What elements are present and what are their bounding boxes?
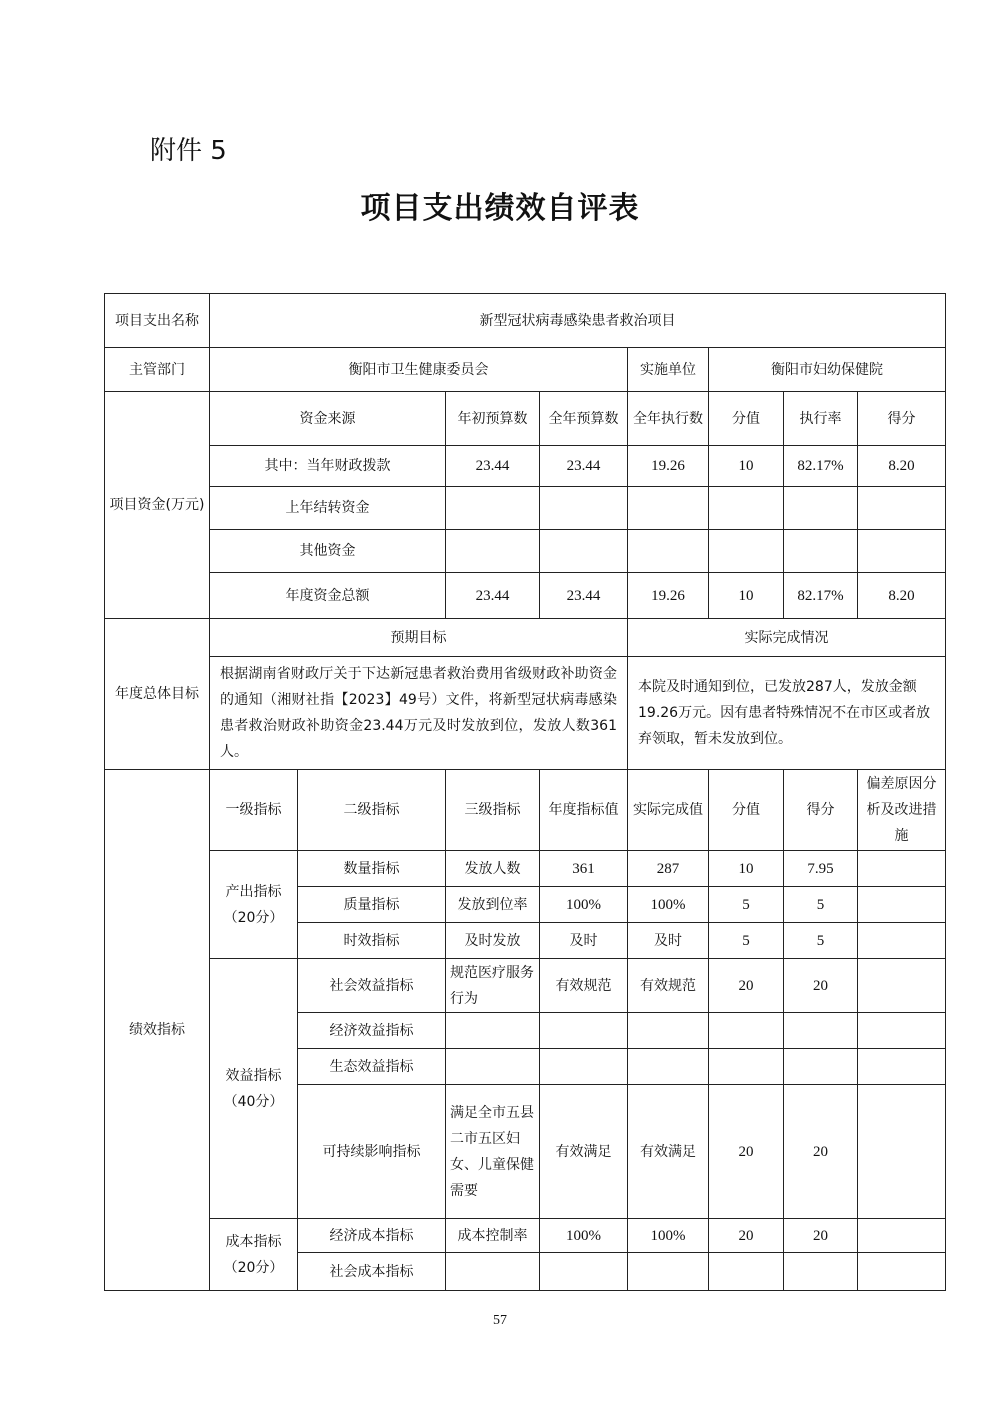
funds-cell [858, 530, 946, 573]
funds-cell: 19.26 [628, 446, 709, 487]
perf-header: 一级指标 [210, 770, 298, 851]
unit-label: 实施单位 [628, 348, 709, 392]
perf-cell: 有效满足 [540, 1085, 628, 1219]
funds-cell: 82.17% [784, 573, 858, 619]
perf-cell: 发放到位率 [446, 887, 540, 923]
perf-cell [784, 1253, 858, 1291]
funds-header: 全年执行数 [628, 392, 709, 446]
funds-row-label: 其他资金 [210, 530, 446, 573]
perf-cell: 经济成本指标 [298, 1219, 446, 1253]
funds-cell: 23.44 [540, 573, 628, 619]
funds-cell [784, 530, 858, 573]
perf-cell: 社会效益指标 [298, 959, 446, 1013]
perf-cell: 20 [709, 1219, 784, 1253]
output-indicator-label: 产出指标（20分） [210, 851, 298, 959]
perf-cell: 及时 [628, 923, 709, 959]
perf-cell: 100% [540, 1219, 628, 1253]
perf-cell: 有效规范 [628, 959, 709, 1013]
perf-cell: 时效指标 [298, 923, 446, 959]
funds-cell [858, 487, 946, 530]
funds-cell [628, 530, 709, 573]
funds-cell: 10 [709, 573, 784, 619]
funds-cell: 23.44 [446, 446, 540, 487]
perf-cell: 可持续影响指标 [298, 1085, 446, 1219]
perf-cell [858, 1049, 946, 1085]
expected-goal-header: 预期目标 [210, 619, 628, 657]
perf-cell: 20 [709, 959, 784, 1013]
funds-cell [540, 530, 628, 573]
perf-cell [784, 1049, 858, 1085]
perf-cell [784, 1013, 858, 1049]
project-name-label: 项目支出名称 [105, 294, 210, 348]
funds-cell: 8.20 [858, 446, 946, 487]
actual-result-header: 实际完成情况 [628, 619, 946, 657]
funds-header: 得分 [858, 392, 946, 446]
perf-cell: 规范医疗服务行为 [446, 959, 540, 1013]
funds-header: 资金来源 [210, 392, 446, 446]
perf-cell: 5 [784, 887, 858, 923]
perf-cell: 经济效益指标 [298, 1013, 446, 1049]
perf-cell: 7.95 [784, 851, 858, 887]
perf-header: 年度指标值 [540, 770, 628, 851]
perf-cell [540, 1049, 628, 1085]
perf-cell [540, 1013, 628, 1049]
perf-cell: 20 [709, 1085, 784, 1219]
perf-cell [709, 1013, 784, 1049]
page-title: 项目支出绩效自评表 [360, 191, 640, 226]
perf-cell [446, 1013, 540, 1049]
perf-cell: 5 [784, 923, 858, 959]
cost-indicator-label: 成本指标（20分） [210, 1219, 298, 1291]
perf-cell: 满足全市五县二市五区妇女、儿童保健需要 [446, 1085, 540, 1219]
perf-cell [858, 1253, 946, 1291]
perf-cell: 及时 [540, 923, 628, 959]
perf-cell [709, 1253, 784, 1291]
perf-cell: 质量指标 [298, 887, 446, 923]
project-name-value: 新型冠状病毒感染患者救治项目 [210, 294, 946, 348]
perf-cell [858, 959, 946, 1013]
funds-cell: 23.44 [540, 446, 628, 487]
funds-cell: 8.20 [858, 573, 946, 619]
funds-cell [446, 487, 540, 530]
funds-cell [709, 530, 784, 573]
funds-cell: 82.17% [784, 446, 858, 487]
funds-row-label: 上年结转资金 [210, 487, 446, 530]
perf-cell [446, 1049, 540, 1085]
expected-goal-text: 根据湖南省财政厅关于下达新冠患者救治费用省级财政补助资金的通知（湘财社指【2023】49号）文件，将新型冠状病毒感染患者救治财政补助资金23.44万元及时发放到位，发放人数361人。 [210, 657, 628, 770]
perf-cell: 5 [709, 887, 784, 923]
perf-cell [858, 887, 946, 923]
perf-cell [858, 923, 946, 959]
funds-cell [709, 487, 784, 530]
perf-cell: 成本控制率 [446, 1219, 540, 1253]
unit-value: 衡阳市妇幼保健院 [709, 348, 946, 392]
perf-cell: 20 [784, 1219, 858, 1253]
funds-row-label: 其中：当年财政拨款 [210, 446, 446, 487]
perf-cell: 社会成本指标 [298, 1253, 446, 1291]
goals-label: 年度总体目标 [105, 619, 210, 770]
funds-cell: 19.26 [628, 573, 709, 619]
page-number: 57 [493, 1313, 507, 1328]
dept-value: 衡阳市卫生健康委员会 [210, 348, 628, 392]
perf-label: 绩效指标 [105, 770, 210, 1291]
funds-cell [784, 487, 858, 530]
perf-cell [858, 1219, 946, 1253]
perf-cell: 100% [628, 887, 709, 923]
perf-cell: 10 [709, 851, 784, 887]
perf-cell [858, 1013, 946, 1049]
perf-cell [628, 1253, 709, 1291]
perf-cell: 生态效益指标 [298, 1049, 446, 1085]
perf-cell [540, 1253, 628, 1291]
perf-header: 实际完成值 [628, 770, 709, 851]
perf-header: 得分 [784, 770, 858, 851]
perf-cell [628, 1049, 709, 1085]
funds-header: 年初预算数 [446, 392, 540, 446]
funds-header: 执行率 [784, 392, 858, 446]
perf-header: 分值 [709, 770, 784, 851]
perf-cell [709, 1049, 784, 1085]
perf-cell: 20 [784, 1085, 858, 1219]
funds-cell [628, 487, 709, 530]
perf-cell: 及时发放 [446, 923, 540, 959]
perf-cell: 100% [628, 1219, 709, 1253]
funds-cell: 10 [709, 446, 784, 487]
attachment-label: 附件 5 [150, 136, 227, 166]
perf-cell: 287 [628, 851, 709, 887]
perf-cell: 5 [709, 923, 784, 959]
funds-label: 项目资金(万元) [105, 392, 210, 619]
perf-header: 二级指标 [298, 770, 446, 851]
funds-cell: 23.44 [446, 573, 540, 619]
funds-header: 分值 [709, 392, 784, 446]
perf-cell: 100% [540, 887, 628, 923]
perf-cell [858, 1085, 946, 1219]
perf-header: 三级指标 [446, 770, 540, 851]
perf-cell: 361 [540, 851, 628, 887]
actual-result-text: 本院及时通知到位，已发放287人，发放金额19.26万元。因有患者特殊情况不在市区或者放弃领取，暂未发放到位。 [628, 657, 946, 770]
perf-cell: 20 [784, 959, 858, 1013]
perf-cell [628, 1013, 709, 1049]
perf-cell [858, 851, 946, 887]
funds-cell [446, 530, 540, 573]
perf-cell: 数量指标 [298, 851, 446, 887]
perf-cell: 有效满足 [628, 1085, 709, 1219]
funds-cell [540, 487, 628, 530]
perf-cell: 发放人数 [446, 851, 540, 887]
perf-cell [446, 1253, 540, 1291]
funds-header: 全年预算数 [540, 392, 628, 446]
evaluation-table [104, 293, 946, 1291]
benefit-indicator-label: 效益指标（40分） [210, 959, 298, 1219]
perf-cell: 有效规范 [540, 959, 628, 1013]
perf-header: 偏差原因分析及改进措施 [858, 770, 946, 851]
dept-label: 主管部门 [105, 348, 210, 392]
funds-row-label: 年度资金总额 [210, 573, 446, 619]
